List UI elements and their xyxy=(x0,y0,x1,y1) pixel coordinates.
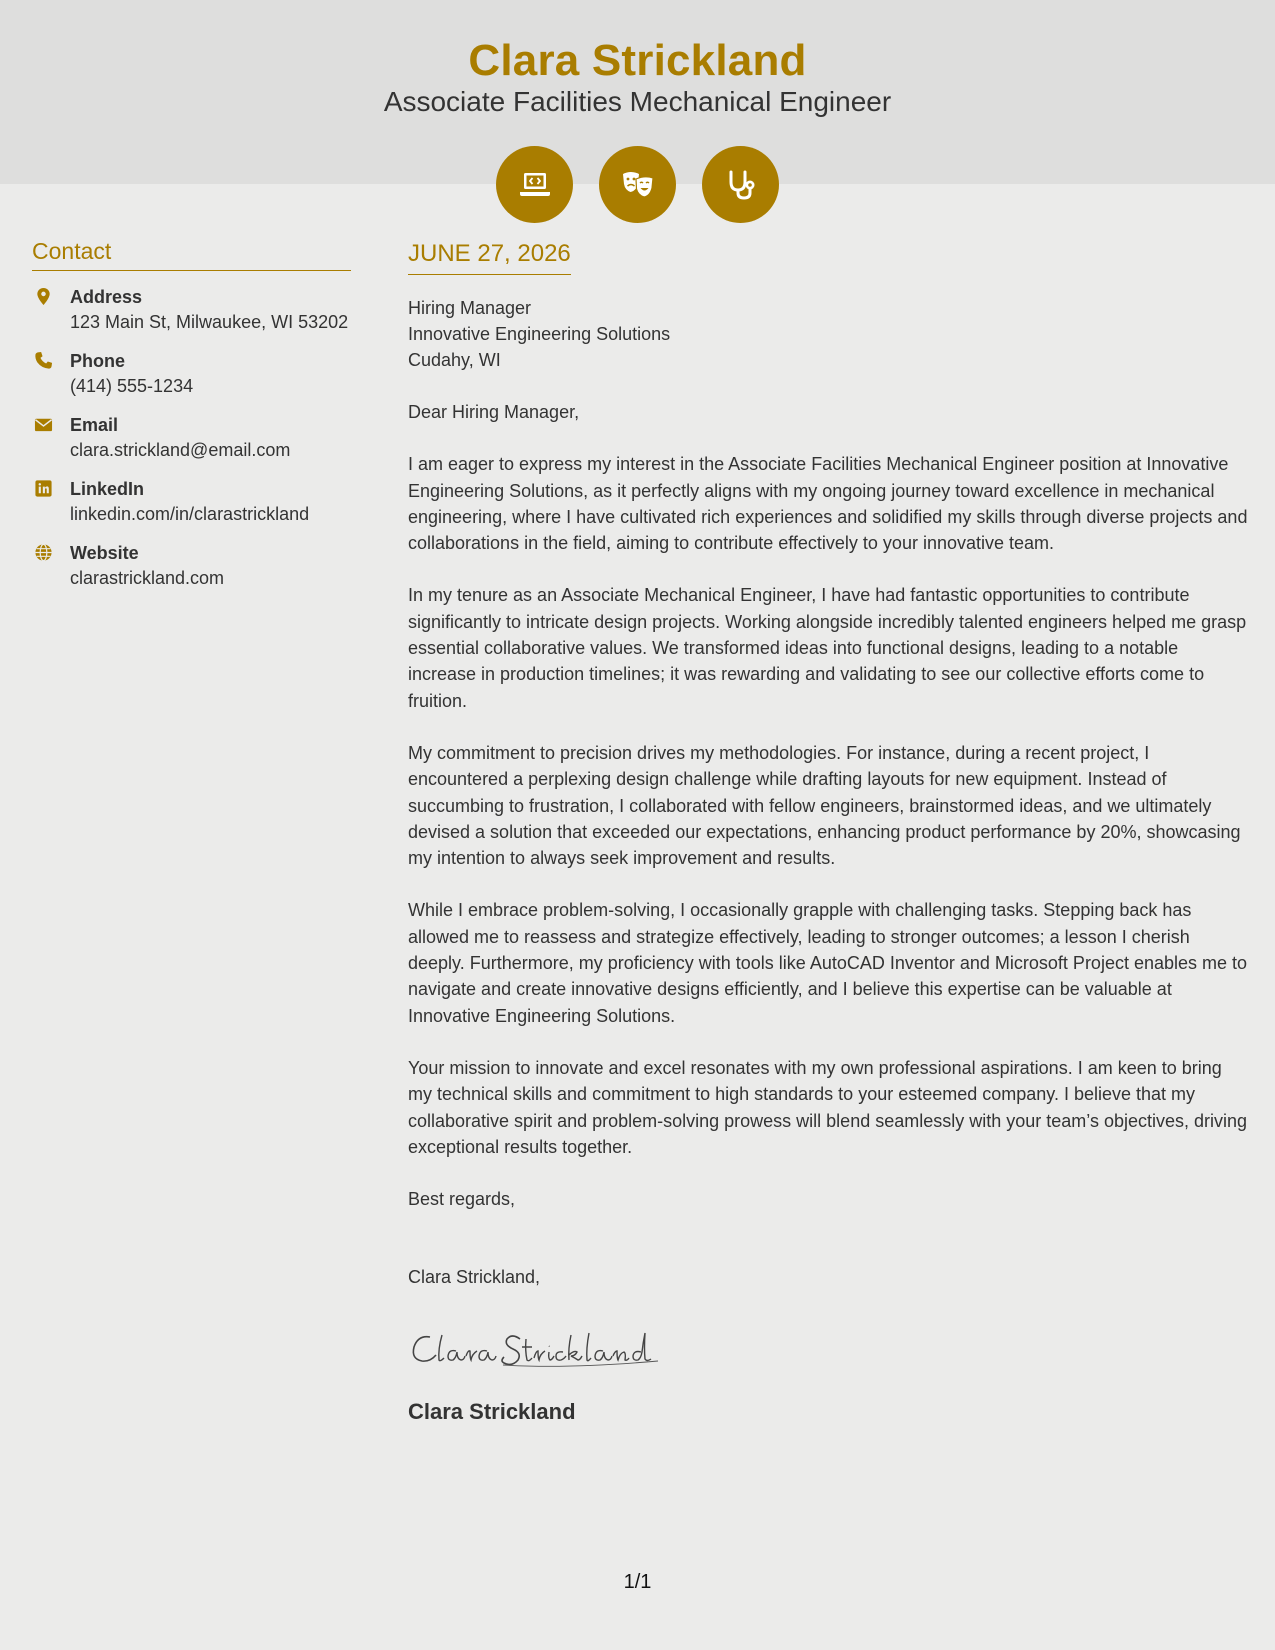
printed-name: Clara Strickland xyxy=(408,1398,576,1424)
paragraph: My commitment to precision drives my methodologies. For instance, during a recent project, I encountered a perplexing design challenge while drafting layouts for new equipment. Instead of succumbing to frustration, I collaborated with fellow engineers, brainstormed ideas, and we ultimately devised a solution that exceeded our expectations, enhancing product performance by 20%, showcasing my intention to always seek improvement and results. xyxy=(408,742,1241,869)
recipient-block xyxy=(408,295,1248,373)
letter-body xyxy=(408,240,1248,1425)
paragraph: Your mission to innovate and excel resonates with my own professional aspirations. I am keen to bring my technical skills and commitment to high standards to your esteemed company. I believe that my collaborative spirit and problem-solving prowess will blend seamlessly with your team’s objectives, driving exceptional results together. xyxy=(408,1057,1248,1157)
contact-email xyxy=(32,413,351,462)
handwritten-signature xyxy=(408,1325,678,1371)
recipient-line: Hiring Manager xyxy=(408,298,532,318)
paragraph: I am eager to express my interest in the Associate Facilities Mechanical Engineer position at Innovative Engineering Solutions, as it perfectly aligns with my ongoing journey toward excellence in mechanical engineering, where I have cultivated rich experiences and solidified my skills through diverse projects and collaborations in the field, aiming to contribute effectively to your innovative team. xyxy=(408,454,1248,554)
paragraph: In my tenure as an Associate Mechanical Engineer, I have had fantastic opportunities to contribute significantly to intricate design projects. Working alongside incredibly talented engineers helped me grasp essential collaborative values. We transformed ideas into functional designs, leading to a notable increase in production timelines; it was rewarding and validating to see our collective efforts come to fruition. xyxy=(408,585,1247,711)
page-number: 1/1 xyxy=(623,1571,652,1593)
sidebar xyxy=(32,238,351,605)
envelope-icon xyxy=(32,413,70,462)
hobby-icons xyxy=(0,146,1275,223)
paragraph: While I embrace problem-solving, I occasionally grapple with challenging tasks. Stepping back has allowed me to reassess and strategize effectively, leading to stronger outcomes; a lesson I cherish deeply. Furthermore, my proficiency with tools like AutoCAD Inventor and Microsoft Project enables me to navigate and create innovative designs efficiently, and I believe this expertise can be valuable at Innovative Engineering Solutions. xyxy=(408,900,1248,1026)
contact-label: Website xyxy=(70,543,139,563)
contact-label: Phone xyxy=(70,351,126,371)
email-value[interactable]: clara.strickland@email.com xyxy=(70,440,291,460)
website-value[interactable]: clarastrickland.com xyxy=(70,568,225,588)
contact-address xyxy=(32,285,351,334)
recipient-line: Innovative Engineering Solutions xyxy=(408,324,671,344)
contact-website xyxy=(32,541,351,590)
applicant-name: Clara Strickland xyxy=(468,36,807,85)
laptop-code-icon xyxy=(496,146,573,223)
location-pin-icon xyxy=(32,285,70,334)
salutation: Dear Hiring Manager, xyxy=(408,402,580,422)
stethoscope-icon xyxy=(702,146,779,223)
job-title: Associate Facilities Mechanical Engineer xyxy=(383,86,892,117)
letter-date: JUNE 27, 2026 xyxy=(408,240,571,275)
linkedin-value[interactable]: linkedin.com/in/clarastrickland xyxy=(70,504,310,524)
contact-heading: Contact xyxy=(32,238,351,271)
contact-phone xyxy=(32,349,351,398)
signoff-name: Clara Strickland, xyxy=(408,1267,541,1288)
contact-linkedin xyxy=(32,477,351,526)
closing: Best regards, xyxy=(408,1189,516,1210)
contact-label: Email xyxy=(70,415,119,435)
contact-list xyxy=(32,285,351,590)
address-value: 123 Main St, Milwaukee, WI 53202 xyxy=(70,312,349,332)
linkedin-icon xyxy=(32,477,70,526)
phone-value: (414) 555-1234 xyxy=(70,376,194,396)
signature xyxy=(408,1325,1248,1371)
phone-icon xyxy=(32,349,70,398)
globe-icon xyxy=(32,541,70,590)
contact-label: LinkedIn xyxy=(70,479,145,499)
contact-label: Address xyxy=(70,287,143,307)
theater-masks-icon xyxy=(599,146,676,223)
recipient-line: Cudahy, WI xyxy=(408,350,501,370)
